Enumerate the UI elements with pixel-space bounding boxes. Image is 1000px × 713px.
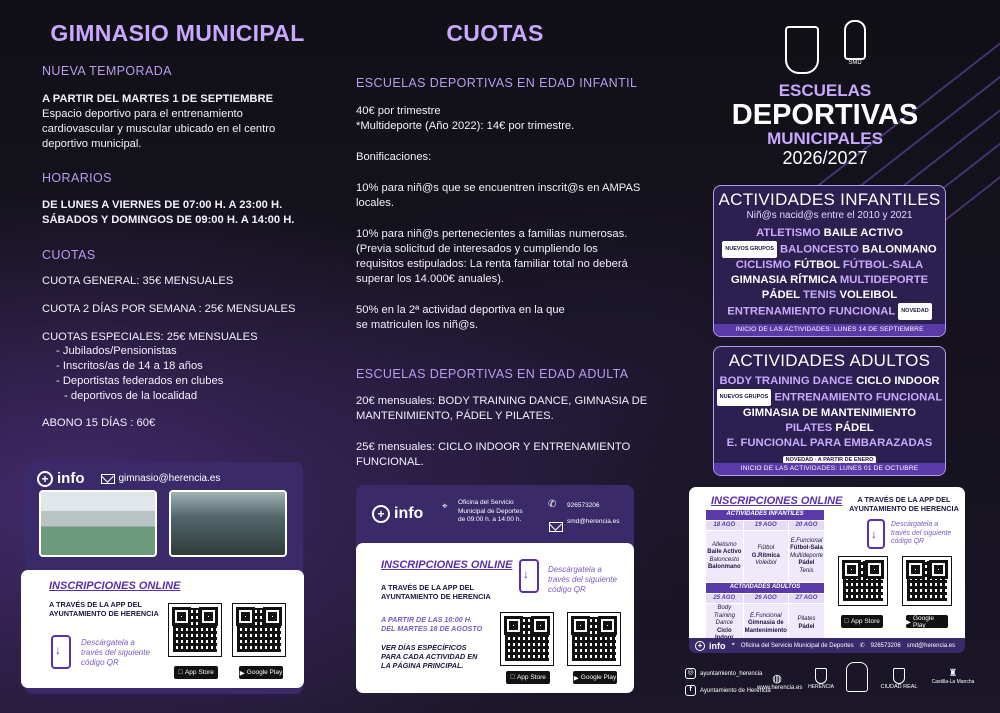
horarios-heading: HORARIOS [42, 171, 112, 185]
activity-line [714, 421, 945, 436]
intro-line: deportivo municipal. [42, 138, 142, 150]
novedad-tag: NOVEDAD · A PARTIR DE ENERO [783, 456, 877, 464]
plus-icon: + [37, 471, 53, 487]
appstore-label: App Store [848, 618, 878, 625]
ver-line: PARA CADA ACTIVIDAD EN [381, 652, 478, 661]
cell-line: Gimnasia de [747, 620, 784, 626]
list-item: - Deportistas federados en clubes [56, 374, 223, 389]
gimnasio-title: GIMNASIO MUNICIPAL [50, 20, 305, 46]
activity: ENTRENAMIENTO FUNCIONAL [727, 305, 896, 318]
instagram-icon: ◎ [685, 668, 696, 679]
descarga-text [891, 521, 951, 547]
email-link[interactable]: smd@herencia.es [906, 642, 956, 649]
descarga-line: Descárgatela a [891, 521, 939, 528]
mail-icon [101, 474, 115, 484]
list-item [56, 389, 223, 404]
qr-code[interactable] [903, 557, 951, 605]
text-line: FUNCIONAL. [356, 456, 424, 468]
app-text [49, 600, 159, 618]
qr-code[interactable] [839, 557, 887, 605]
cell-line: E.Funcional [749, 612, 782, 619]
info-label [372, 505, 423, 523]
infantil-heading: ESCUELAS DEPORTIVAS EN EDAD INFANTIL [356, 76, 638, 90]
text-line: *Multideporte (Año 2022): 14€ por trimestre. [356, 120, 575, 132]
desde-line: DEL MARTES 18 DE AGOSTO [381, 624, 483, 633]
text-line: 20€ mensuales: BODY TRAINING DANCE, GIMNASIA DE [356, 395, 648, 407]
phone-number[interactable]: 926573206 [567, 502, 600, 509]
app-line: A TRAVÉS DE LA APP DEL [381, 583, 474, 592]
intro-text [42, 92, 327, 152]
activity: CICLISMO [735, 259, 791, 271]
desde-text [381, 615, 482, 633]
nueva-temporada-heading: NUEVA TEMPORADA [42, 64, 172, 78]
descarga-line: Descárgatela a [81, 638, 135, 647]
text-line: MANTENIMIENTO, PÁDEL Y PILATES. [356, 410, 554, 422]
activity: ENTRENAMIENTO FUNCIONAL [774, 391, 943, 404]
gym-photo [169, 490, 287, 557]
table-cell [743, 531, 788, 583]
activity: PÁDEL [835, 422, 874, 434]
cell-line: Multideporte [789, 552, 823, 559]
play-icon: ▶ [573, 674, 579, 682]
cuota-2dias: CUOTA 2 DÍAS POR SEMANA : 25€ MENSUALES [42, 303, 296, 315]
escuelas-title-block [710, 82, 940, 168]
activity-line [714, 288, 945, 303]
infantil-text [356, 104, 656, 333]
googleplay-label: Google Play [246, 669, 283, 676]
activity: BALONCESTO [780, 243, 859, 256]
infantiles-heading: ACTIVIDADES INFANTILES [718, 190, 941, 209]
especiales-list [56, 344, 223, 404]
descarga-line: código QR [548, 585, 586, 594]
activity-line [714, 226, 945, 241]
inscripciones-title: INSCRIPCIONES ONLINE [381, 559, 513, 571]
plus-icon: + [372, 505, 390, 523]
activity: PILATES [785, 422, 833, 434]
googleplay-badge[interactable] [239, 666, 283, 679]
text-line: superar los 14.000€ anuales). [356, 273, 505, 285]
gym-photo [39, 490, 157, 557]
info-text: info [394, 505, 424, 522]
crest-icon [815, 668, 827, 684]
crest-icon [893, 668, 905, 684]
web-link: www.herencia.es [757, 685, 803, 691]
table-day: 27 AGO [788, 593, 824, 604]
activity: E. FUNCIONAL PARA EMBARAZADAS [726, 437, 933, 449]
list-item-text: deportivos de la localidad [70, 390, 198, 402]
activity: BODY TRAINING DANCE [719, 375, 853, 387]
cell-line: Pádel [798, 623, 815, 630]
cell-line: Pádel [798, 560, 815, 567]
nuevos-grupos-tag: NUEVOS GRUPOS [722, 241, 777, 258]
intro-line: cardiovascular y muscular ubicado en el centro [42, 123, 276, 135]
info-panel [25, 462, 303, 694]
activity: MULTIDEPORTE [839, 274, 929, 286]
intro-line: Espacio deportivo para el entrenamiento [42, 108, 243, 120]
escuelas-footer-bar [689, 638, 965, 653]
ayuntamiento-label: HERENCIA [808, 684, 834, 690]
descarga-text [548, 565, 617, 595]
smd-footer-logo [846, 662, 868, 692]
descarga-line: Descárgatela a [548, 565, 602, 574]
inscripciones-title: INSCRIPCIONES ONLINE [49, 580, 181, 592]
text-line: locales. [356, 197, 394, 209]
text-line: 10% para niñ@s que se encuentren inscrit@s en AMPAS [356, 182, 641, 194]
play-icon: ▶ [239, 669, 245, 677]
escuelas-title: ESCUELAS [778, 81, 872, 100]
app-line: A TRAVÉS DE LA APP DEL [49, 600, 142, 609]
descarga-line: código QR [81, 658, 119, 667]
descarga-text [81, 638, 150, 668]
inscripciones-card [356, 543, 634, 693]
cuotas-especiales: CUOTAS ESPECIALES: 25€ MENSUALES [42, 331, 258, 343]
activity: GIMNASIA RÍTMICA [730, 274, 837, 286]
activity: ATLETISMO [756, 227, 821, 239]
play-icon: ▶ [906, 618, 911, 626]
horarios-text [42, 198, 294, 228]
cuota-general: CUOTA GENERAL: 35€ MENSUALES [42, 275, 234, 287]
info-label [695, 641, 726, 651]
phone-icon [519, 559, 539, 593]
info-panel-cuotas [356, 485, 634, 693]
activity-line [714, 241, 945, 258]
oficina-line: Municipal de Deportes [458, 507, 523, 515]
cell-line: Balonmano [707, 564, 741, 570]
horario-line: SÁBADOS Y DOMINGOS DE 09:00 H. A 14:00 H. [42, 214, 295, 226]
adulta-heading: ESCUELAS DEPORTIVAS EN EDAD ADULTA [356, 367, 629, 381]
activity-line [714, 273, 945, 288]
ver-line: LA PÁGINA PRINCIPAL. [381, 661, 464, 670]
globe-icon: ◍ [772, 673, 782, 685]
text-line: 25€ mensuales: CICLO INDOOR Y ENTRENAMIENTO [356, 441, 631, 453]
app-line: AYUNTAMIENTO DE HERENCIA [849, 504, 959, 513]
ayuntamiento-logo [803, 668, 839, 690]
activity: BAILE ACTIVO [823, 227, 903, 239]
email-link[interactable]: gimnasio@herencia.es [118, 473, 221, 484]
table-day: 26 AGO [743, 593, 788, 604]
location-icon: ⌖ [442, 501, 448, 512]
descarga-line: través del siguiente [891, 529, 952, 537]
activity-line [714, 374, 945, 389]
activity: TENIS [803, 289, 837, 301]
cell-line: Dance [715, 620, 733, 626]
plus-icon: + [695, 641, 705, 651]
qr-code[interactable] [233, 604, 285, 656]
cell-line: Tenis [799, 567, 814, 574]
info-text: info [57, 470, 85, 487]
ver-text [381, 643, 477, 670]
activity: FÚTBOL [794, 259, 840, 271]
text-line: 40€ por trimestre [356, 105, 441, 117]
adultos-heading: ACTIVIDADES ADULTOS [728, 351, 931, 370]
table-day: 18 AGO [706, 520, 744, 531]
mail-icon [549, 522, 563, 532]
text-line: 50% en la 2ª actividad deportiva en la que [356, 304, 565, 316]
phone-call-icon: ✆ [859, 643, 865, 649]
cell-line: Mantenimiento [744, 627, 787, 634]
info-label [37, 470, 291, 487]
oficina-text: Oficina del Servicio Municipal de Deportes [740, 642, 854, 649]
horario-line: DE LUNES A VIERNES DE 07:00 H. A 23:00 H. [42, 199, 283, 211]
oficina-line: de 09:00 h. a 14:00 h. [458, 516, 522, 523]
phone-icon [51, 635, 71, 669]
cell-line: Voleibol [755, 560, 777, 567]
inscripciones-card [21, 570, 304, 688]
municipales-title: MUNICIPALES [767, 129, 883, 148]
table-day: 20 AGO [788, 520, 824, 531]
web-logo[interactable] [757, 672, 803, 691]
email-link[interactable]: smd@herencia.es [567, 518, 620, 525]
text-line: se matriculen los niñ@s. [356, 319, 479, 331]
actividades-infantiles-box [713, 185, 946, 337]
abono: ABONO 15 DÍAS : 60€ [42, 417, 156, 429]
activity-line [714, 406, 945, 421]
inscripciones-card-escuelas [689, 487, 965, 639]
castle-icon: ♜ [948, 668, 958, 679]
inscription-days-table [705, 509, 825, 645]
appstore-badge[interactable] [841, 615, 883, 628]
oficina-line: Oficina del Servicio [458, 499, 514, 506]
appstore-label: App Store [514, 674, 544, 681]
actividades-adultos-box [713, 346, 946, 476]
activity: FÚTBOL-SALA [842, 259, 924, 271]
apple-icon [844, 618, 849, 625]
apple-icon [178, 669, 183, 676]
app-text [381, 583, 491, 601]
table-day: 25 AGO [706, 593, 744, 604]
phone-number[interactable]: 926573206 [870, 642, 901, 649]
novedad-tag: NOVEDAD [898, 303, 932, 320]
activity-line [714, 303, 945, 320]
appstore-badge[interactable] [174, 666, 218, 679]
desde-line: A PARTIR DE LAS 10:00 H. [381, 615, 472, 624]
inscripciones-title: INSCRIPCIONES ONLINE [711, 495, 843, 507]
text-line: Bonificaciones: [356, 151, 432, 163]
appstore-badge[interactable] [506, 671, 550, 684]
cell-line: G.Rítmica [751, 552, 780, 559]
facebook-handle: Ayuntamiento de Herencia [700, 688, 771, 695]
list-item: - Jubilados/Pensionistas [56, 344, 223, 359]
infantiles-subheading: Niñ@s nacid@s entre el 2010 y 2021 [746, 210, 913, 221]
activity: CICLO INDOOR [856, 375, 940, 387]
appstore-label: App Store [182, 669, 212, 676]
season-label: 2026/2027 [782, 148, 868, 168]
ver-line: VER DÍAS ESPECÍFICOS [381, 643, 467, 652]
table-cell [788, 531, 824, 583]
cuotas-heading: CUOTAS [42, 248, 96, 262]
activity: PÁDEL [761, 289, 800, 301]
cell-line: Pilates [797, 616, 816, 623]
phone-icon [867, 519, 885, 549]
instagram-handle: ayuntamiento_herencia [700, 671, 763, 678]
location-icon: ⌖ [731, 642, 735, 648]
smd-label: SMD [848, 60, 862, 66]
smd-logo [835, 20, 875, 72]
adulta-text [356, 394, 656, 470]
app-text [849, 495, 959, 513]
qr-code[interactable] [568, 613, 620, 665]
text-line: requisitos estipulados: La renta familiar total no deberá [356, 258, 628, 270]
herencia-crest-logo [785, 26, 819, 74]
cell-line: Body Training [713, 605, 735, 619]
nuevos-grupos-tag: NUEVOS GRUPOS [717, 389, 772, 406]
list-item: - Inscritos/as de 14 a 18 años [56, 359, 223, 374]
castilla-logo [928, 668, 978, 685]
table-header: ACTIVIDADES ADULTOS [706, 583, 825, 594]
diputacion-label: CIUDAD REAL [880, 684, 918, 690]
app-line: A TRAVÉS DE LA APP DEL [857, 495, 951, 504]
app-line: AYUNTAMIENTO DE HERENCIA [49, 609, 159, 618]
activity: GIMNASIA DE MANTENIMIENTO [742, 407, 917, 419]
intro-line: A PARTIR DEL MARTES 1 DE SEPTIEMBRE [42, 93, 274, 105]
cell-line: Fútbol-Sala [790, 545, 823, 552]
activity: VOLEIBOL [839, 289, 898, 301]
text-line: (Previa solicitud de interesados y cumpliendo los [356, 243, 598, 255]
qr-code[interactable] [501, 613, 553, 665]
cell-line: Baile Activo [707, 549, 742, 555]
apple-icon [510, 674, 515, 681]
phone-call-icon: ✆ [548, 499, 557, 510]
diputacion-logo [875, 668, 923, 690]
table-day: 19 AGO [743, 520, 788, 531]
deportivas-title: DEPORTIVAS [731, 99, 919, 131]
cell-line: Atletismo [711, 541, 737, 548]
googleplay-badge[interactable] [906, 615, 948, 628]
castilla-label: Castilla-La Mancha [931, 679, 975, 685]
activity-line [714, 389, 945, 406]
descarga-line: través del siguiente [81, 648, 150, 657]
qr-code[interactable] [169, 604, 221, 656]
descarga-line: código QR [891, 538, 925, 545]
descarga-line: través del siguiente [548, 575, 617, 584]
googleplay-label: Google Play [913, 614, 934, 629]
cell-line: Fútbol [757, 545, 775, 552]
info-text: info [709, 640, 726, 651]
oficina-text [458, 499, 523, 525]
table-header: ACTIVIDADES INFANTILES [706, 510, 825, 521]
infantiles-start-bar: INICIO DE LAS ACTIVIDADES: LUNES 14 DE SEPTIEMBRE [714, 324, 945, 336]
activity-line [714, 436, 945, 451]
adultos-start-bar: INICIO DE LAS ACTIVIDADES: LUNES 01 DE OCTUBRE [714, 463, 945, 475]
cell-line: Ciclo [716, 627, 732, 634]
cuotas-title: CUOTAS [446, 20, 544, 46]
text-line: 10% para niñ@s pertenecientes a familias numerosas. [356, 228, 628, 240]
cell-line: E.Funcional [790, 537, 823, 544]
activity: BALONMANO [862, 243, 937, 256]
facebook-icon: f [685, 685, 696, 696]
googleplay-label: Google Play [580, 674, 617, 681]
cell-line: Baloncesto [709, 556, 740, 563]
app-line: AYUNTAMIENTO DE HERENCIA [381, 592, 491, 601]
instagram-row[interactable] [685, 668, 762, 679]
activity-line [714, 258, 945, 273]
table-cell [706, 531, 744, 583]
googleplay-badge[interactable] [573, 671, 617, 684]
